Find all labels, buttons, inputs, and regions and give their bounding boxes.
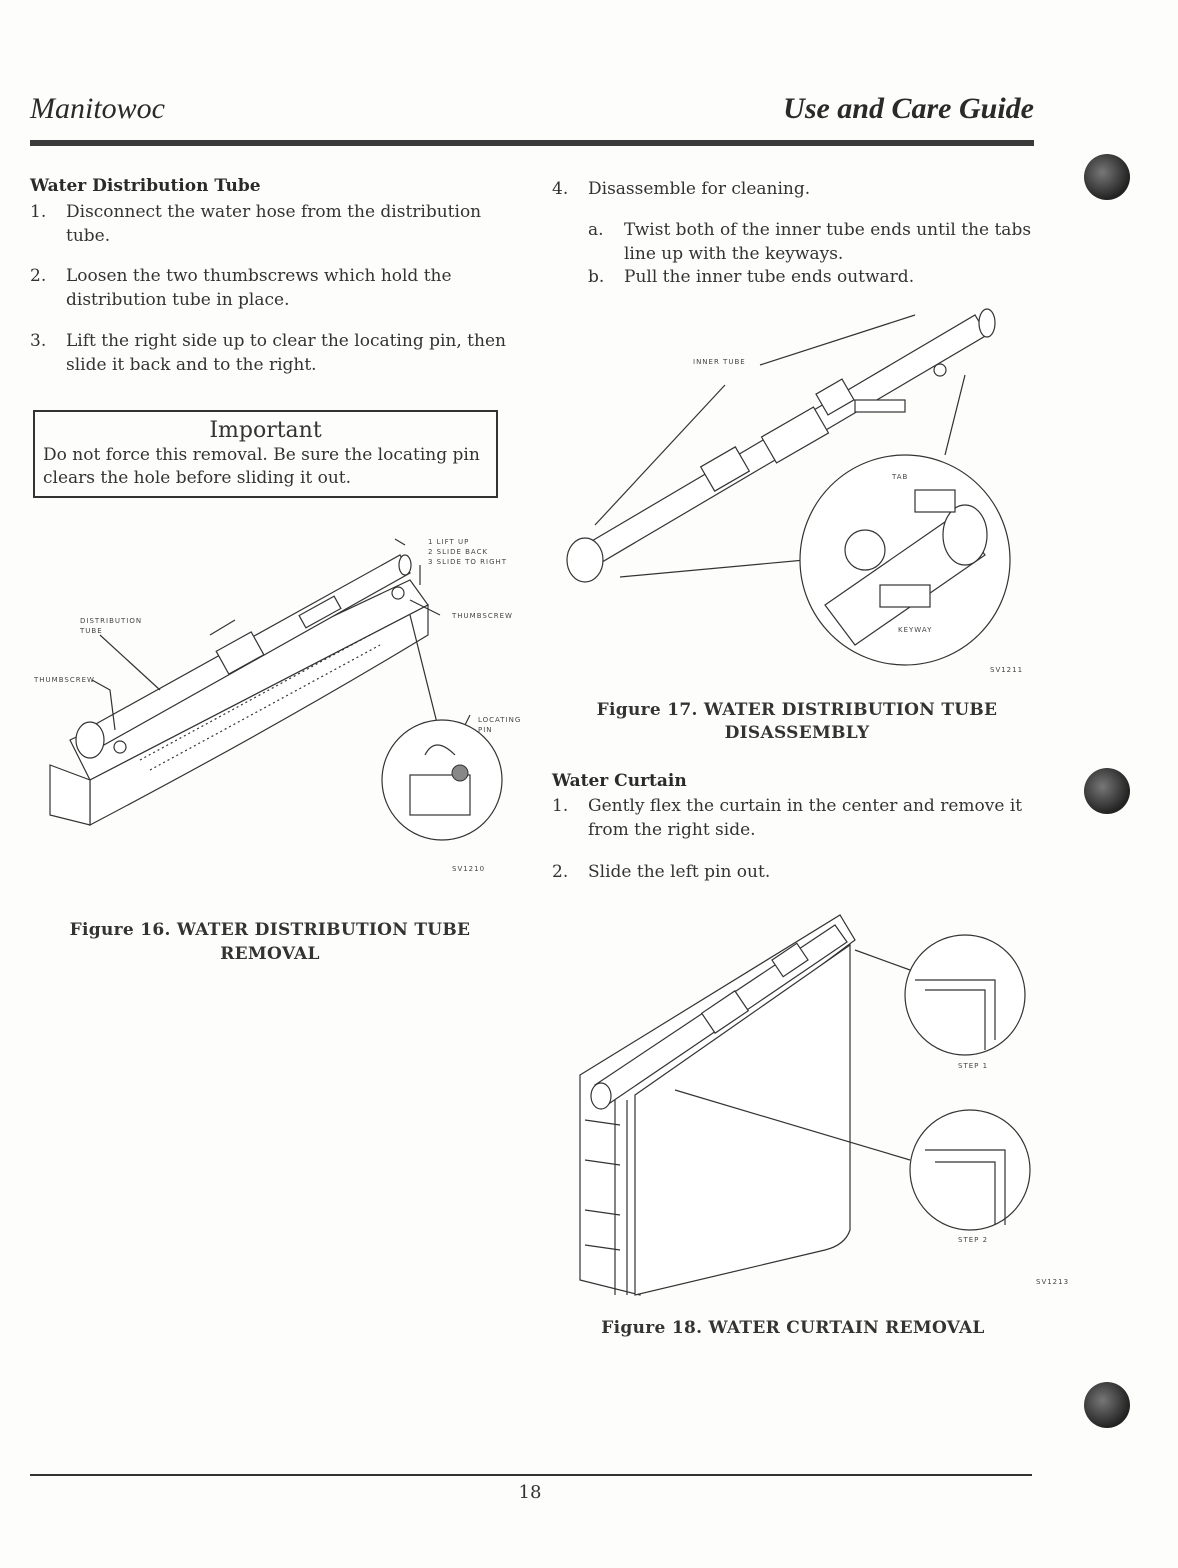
brand-title: Manitowoc [30, 92, 165, 125]
figure-16-caption: Figure 16. WATER DISTRIBUTION TUBE [69, 920, 471, 940]
list-item: 3. Lift the right side up to clear the locating pin, then slide it back and to the right. [30, 331, 506, 375]
label-thumbscrew-left: THUMBSCREW [34, 676, 95, 684]
figure-16-illustration [30, 525, 520, 885]
section-title-water-curtain: Water Curtain [552, 771, 687, 791]
figure-16-code: SV1210 [452, 865, 486, 873]
important-body: Do not force this removal. Be sure the locating pin clears the hole before sliding it out. [43, 445, 480, 488]
page-number: 18 [518, 1482, 542, 1503]
label-step-1: STEP 1 [958, 1062, 989, 1070]
label-keyway: KEYWAY [898, 626, 933, 634]
figure-18-illustration [565, 900, 1045, 1310]
list-item: 4. Disassemble for cleaning. [552, 179, 811, 199]
list-item: 2. Slide the left pin out. [552, 862, 771, 882]
list-item: a. Twist both of the inner tube ends until the tabs line up with the keyways. [588, 220, 1032, 264]
label-tab: TAB [892, 473, 909, 481]
figure-18-code: SV1213 [1036, 1278, 1070, 1286]
list-item: b. Pull the inner tube ends outward. [588, 267, 915, 287]
label-distribution-tube: DISTRIBUTION [80, 617, 143, 625]
binder-hole-middle [1084, 768, 1130, 814]
figure-17-code: SV1211 [990, 666, 1024, 674]
figure-18-caption: Figure 18. WATER CURTAIN REMOVAL [601, 1318, 985, 1338]
figure-17-illustration [555, 305, 1025, 675]
important-title: Important [209, 418, 322, 443]
label-inner-tube: INNER TUBE [693, 358, 746, 366]
binder-hole-bottom [1084, 1382, 1130, 1428]
label-slide-right: 3 SLIDE TO RIGHT [428, 558, 508, 566]
list-item: 1. Gently flex the curtain in the center and remove it from the right side. [552, 796, 1023, 840]
list-item: 1. Disconnect the water hose from the distribution tube. [30, 202, 482, 246]
guide-title: Use and Care Guide [783, 92, 1034, 125]
figure-17-caption: Figure 17. WATER DISTRIBUTION TUBE [596, 700, 998, 720]
label-step-2: STEP 2 [958, 1236, 989, 1244]
label-lift-up: 1 LIFT UP [428, 538, 470, 546]
binder-hole-top [1084, 154, 1130, 200]
header-rule [30, 140, 1034, 146]
label-thumbscrew-right: THUMBSCREW [452, 612, 513, 620]
important-notice [33, 410, 498, 498]
label-locating-pin-2: PIN [478, 726, 493, 734]
figure-17-caption-2: DISASSEMBLY [724, 723, 870, 743]
footer-rule [30, 1474, 1032, 1476]
section-title-distribution-tube: Water Distribution Tube [30, 176, 261, 196]
figure-16-caption-2: REMOVAL [220, 944, 320, 964]
label-slide-back: 2 SLIDE BACK [428, 548, 489, 556]
label-locating-pin: LOCATING [478, 716, 522, 724]
list-item: 2. Loosen the two thumbscrews which hold the distribution tube in place. [30, 266, 452, 310]
label-distribution-tube-2: TUBE [80, 627, 103, 635]
